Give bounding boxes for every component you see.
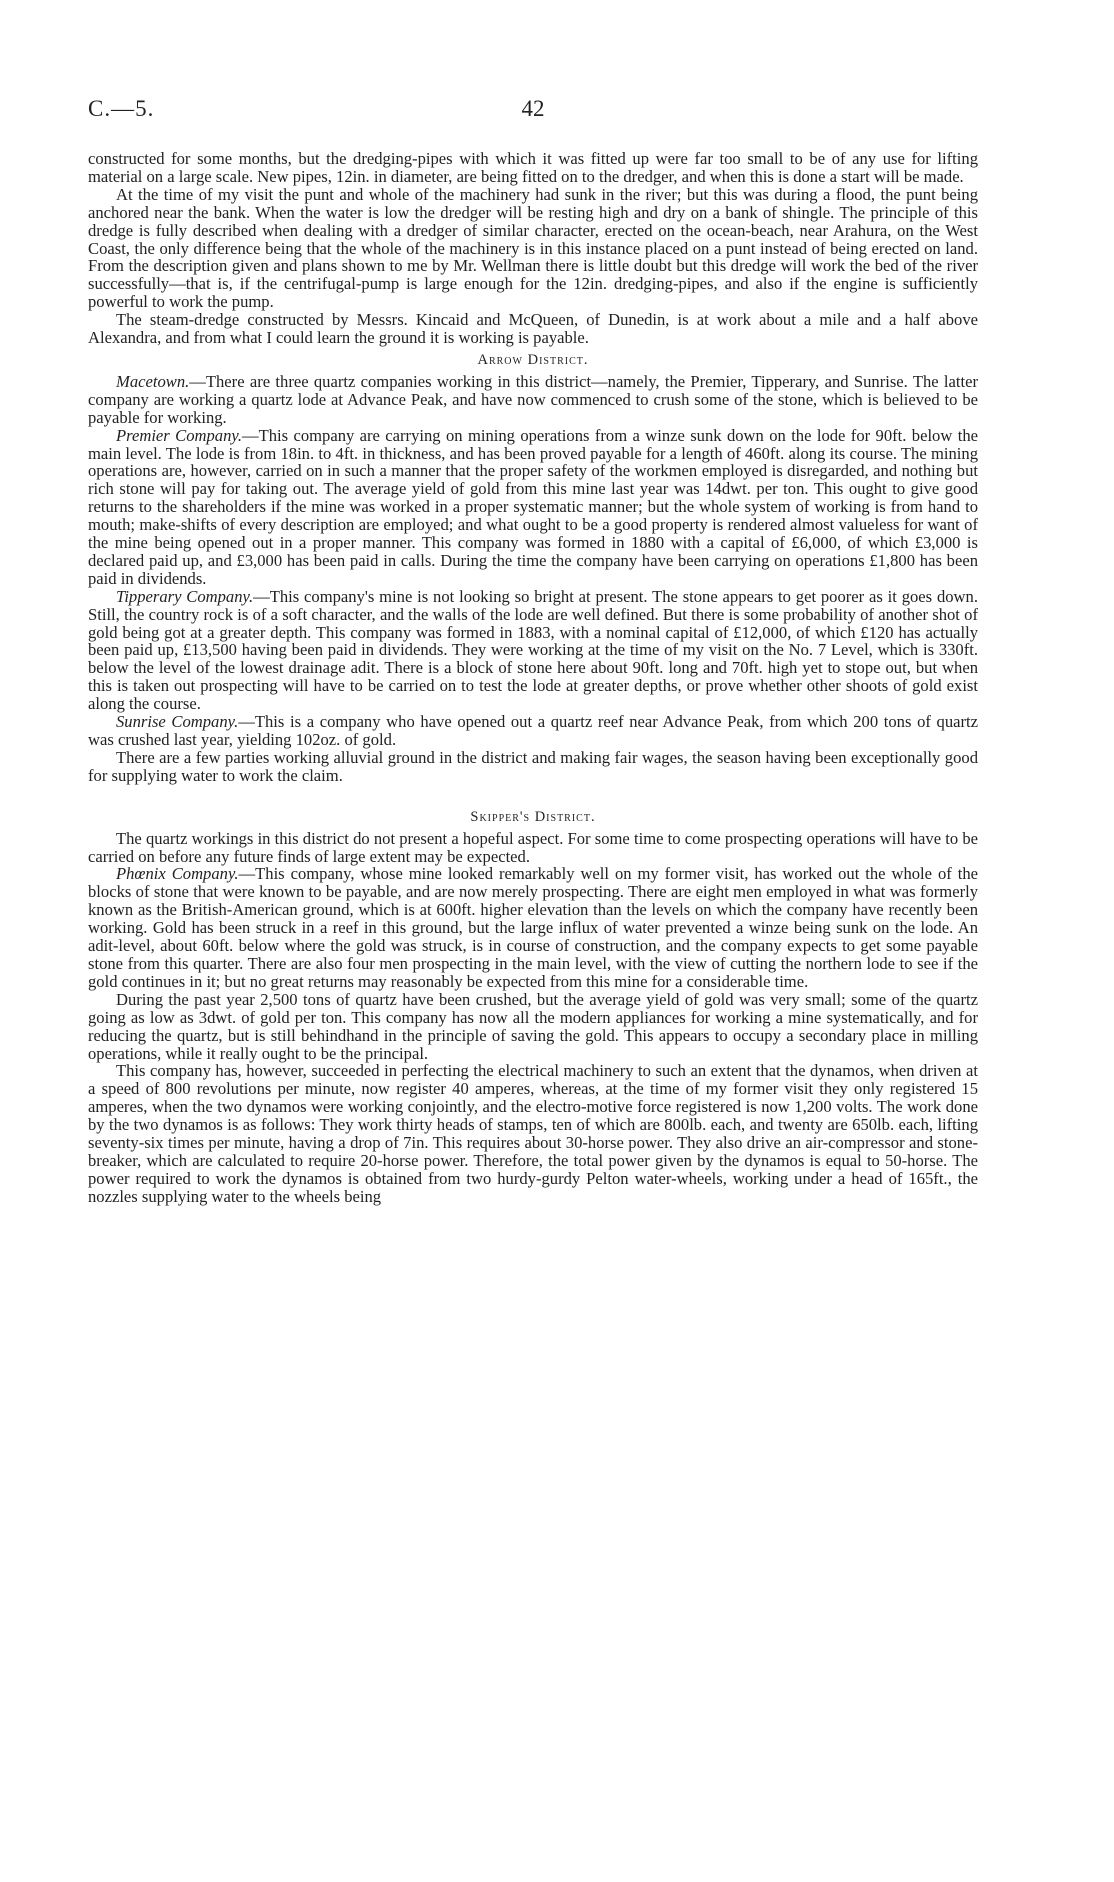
sunrise-text: —This is a company who have opened out a quartz reef near Advance Peak, from which 200 tons of quartz was crushed last year, yielding 102oz. of gold. [88, 712, 978, 749]
macetown-text: —There are three quartz companies working in this district—namely, the Premier, Tipperary, and Sunrise. The latter company are working a quartz lode at Advance Peak, and have now commenced to crush some of the stone, which is believed to be payable for working. [88, 371, 978, 427]
premier-title: Premier Company. [116, 425, 242, 445]
section-heading-skippers-district: Skipper's District. [470, 808, 596, 825]
paragraph-sunrise-company [88, 713, 978, 749]
paragraph-phoenix-company [88, 865, 978, 990]
premier-text: —This company are carrying on mining operations from a winze sunk down on the lode for 90ft. below the main level. The lode is from 18in. to 4ft. in thickness, and has been proved payable for a length of 460ft. along its course. The mining operations are, however, carried on in such a manner that the proper safety of the workmen employed is disregarded, and nothing but rich stone will pay for taking out. The average yield of gold from this mine last year was 14dwt. per ton. This ought to give good returns to the shareholders if the mine was worked in a proper systematic manner; but the whole system of working is from hand to mouth; make-shifts of every description are employed; and what ought to be a good property is rendered almost valueless for want of the mine being opened out in a proper manner. This company was formed in 1880 with a capital of £6,000, of which £3,000 is declared paid up, and £3,000 has been paid in calls. During the time the company have been carrying on operations £1,800 has been paid in dividends. [88, 425, 978, 588]
section-heading-arrow-district: Arrow District. [477, 351, 589, 368]
paragraph-alluvial: There are a few parties working alluvial ground in the district and making fair wages, the season having been exceptionally good for supplying water to work the claim. [88, 747, 978, 785]
tipperary-title: Tipperary Company. [116, 586, 254, 606]
paragraph-tipperary-company [88, 588, 978, 713]
page-number: 42 [521, 96, 545, 121]
macetown-title: Macetown. [116, 371, 190, 391]
paragraph-skippers-intro: The quartz workings in this district do not present a hopeful aspect. For some time to come prospecting operations will have to be carried on before any future finds of large extent may be expected. [88, 828, 978, 866]
paragraph-dredging-pipes: constructed for some months, but the dredging-pipes with which it was fitted up were far too small to be of any use for lifting material on a large scale. New pipes, 12in. in diameter, are being fitted on to the dredger, and when this is done a start will be made. [88, 149, 978, 186]
tipperary-text: —This company's mine is not looking so bright at present. The stone appears to get poorer as it goes down. Still, the country rock is of a soft character, and the walls of the lode are well defined. But there is some probability of another shot of gold being got at a greater depth. This company was formed in 1883, with a nominal capital of £12,000, of which £120 has actually been paid up, £13,500 having been paid in dividends. They were working at the time of my visit on the No. 7 Level, which is 330ft. below the level of the lowest drainage adit. There is a block of stone here about 90ft. long and 70ft. high yet to stope out, but when this is taken out prospecting will have to be carried on to test the lode at greater depths, or prove whether other shoots of gold exist along the course. [88, 586, 978, 714]
paragraph-steam-dredge: The steam-dredge constructed by Messrs. Kincaid and McQueen, of Dunedin, is at work about a mile and a half above Alexandra, and from what I could learn the ground it is working is payable. [88, 310, 978, 348]
paragraph-electrical-machinery: This company has, however, succeeded in perfecting the electrical machinery to such an extent that the dynamos, when driven at a speed of 800 revolutions per minute, now register 40 amperes, whereas, at the time of my former visit they only registered 15 amperes, when the two dynamos were working conjointly, and the electro-motive force registered is now 1,200 volts. The work done by the two dynamos is as follows: They work thirty heads of stamps, ten of which are 800lb. each, and twenty are 650lb. each, lifting seventy-six times per minute, having a drop of 7in. This requires about 30-horse power. They also drive an air-compressor and stone-breaker, which are calculated to require 20-horse power. Therefore, the total power given by the dynamos is equal to 50-horse. The power required to work the dynamos is obtained from two hurdy-gurdy Pelton water-wheels, working under a head of 165ft., the nozzles supplying water to the wheels being [88, 1061, 978, 1206]
paragraph-punt-sunk: At the time of my visit the punt and whole of the machinery had sunk in the river; but this was during a flood, the punt being anchored near the bank. When the water is low the dredger will be resting high and dry on a bank of shingle. The principle of this dredge is fully described when dealing with a dredger of similar character, erected on the ocean-beach, near Arahura, on the West Coast, the only difference being that the whole of the machinery is in this instance placed on a punt instead of being erected on land. From the description given and plans shown to me by Mr. Wellman there is little doubt but this dredge will work the bed of the river successfully—that is, if the centrifugal-pump is large enough for the 12in. dredging-pipes, and also if the engine is sufficiently powerful to work the pump. [88, 184, 978, 312]
page-header [88, 96, 978, 126]
document-reference: C.—5. [88, 96, 155, 121]
sunrise-title: Sunrise Company. [116, 712, 239, 732]
paragraph-past-year: During the past year 2,500 tons of quartz have been crushed, but the average yield of gold was very small; some of the quartz going as low as 3dwt. of gold per ton. This company has now all the modern appliances for working a mine systematically, and for reducing the quartz, but is still behindhand in the principle of saving the gold. This appears to occupy a secondary place in milling operations, while it really ought to be the principal. [88, 989, 978, 1063]
paragraph-premier-company [88, 427, 978, 588]
paragraph-macetown [88, 373, 978, 427]
page-body [88, 150, 978, 1206]
phoenix-text: —This company, whose mine looked remarkably well on my former visit, has worked out the whole of the blocks of stone that were known to be payable, and are now merely prospecting. There are eight men employed in what was formerly known as the British-American ground, which is at 600ft. higher elevation than the levels on which the company have recently been working. Gold has been struck in a reef in this ground, but the large influx of water prevented a winze being sunk on the lode. An adit-level, about 60ft. below where the gold was struck, is in course of construction, and the company expects to get some payable stone from this quarter. There are also four men prospecting in the main level, with the view of cutting the northern lode to see if the gold continues in it; but no great returns may reasonably be expected from this mine for a considerable time. [88, 864, 978, 991]
phoenix-title: Phœnix Company. [116, 864, 239, 884]
